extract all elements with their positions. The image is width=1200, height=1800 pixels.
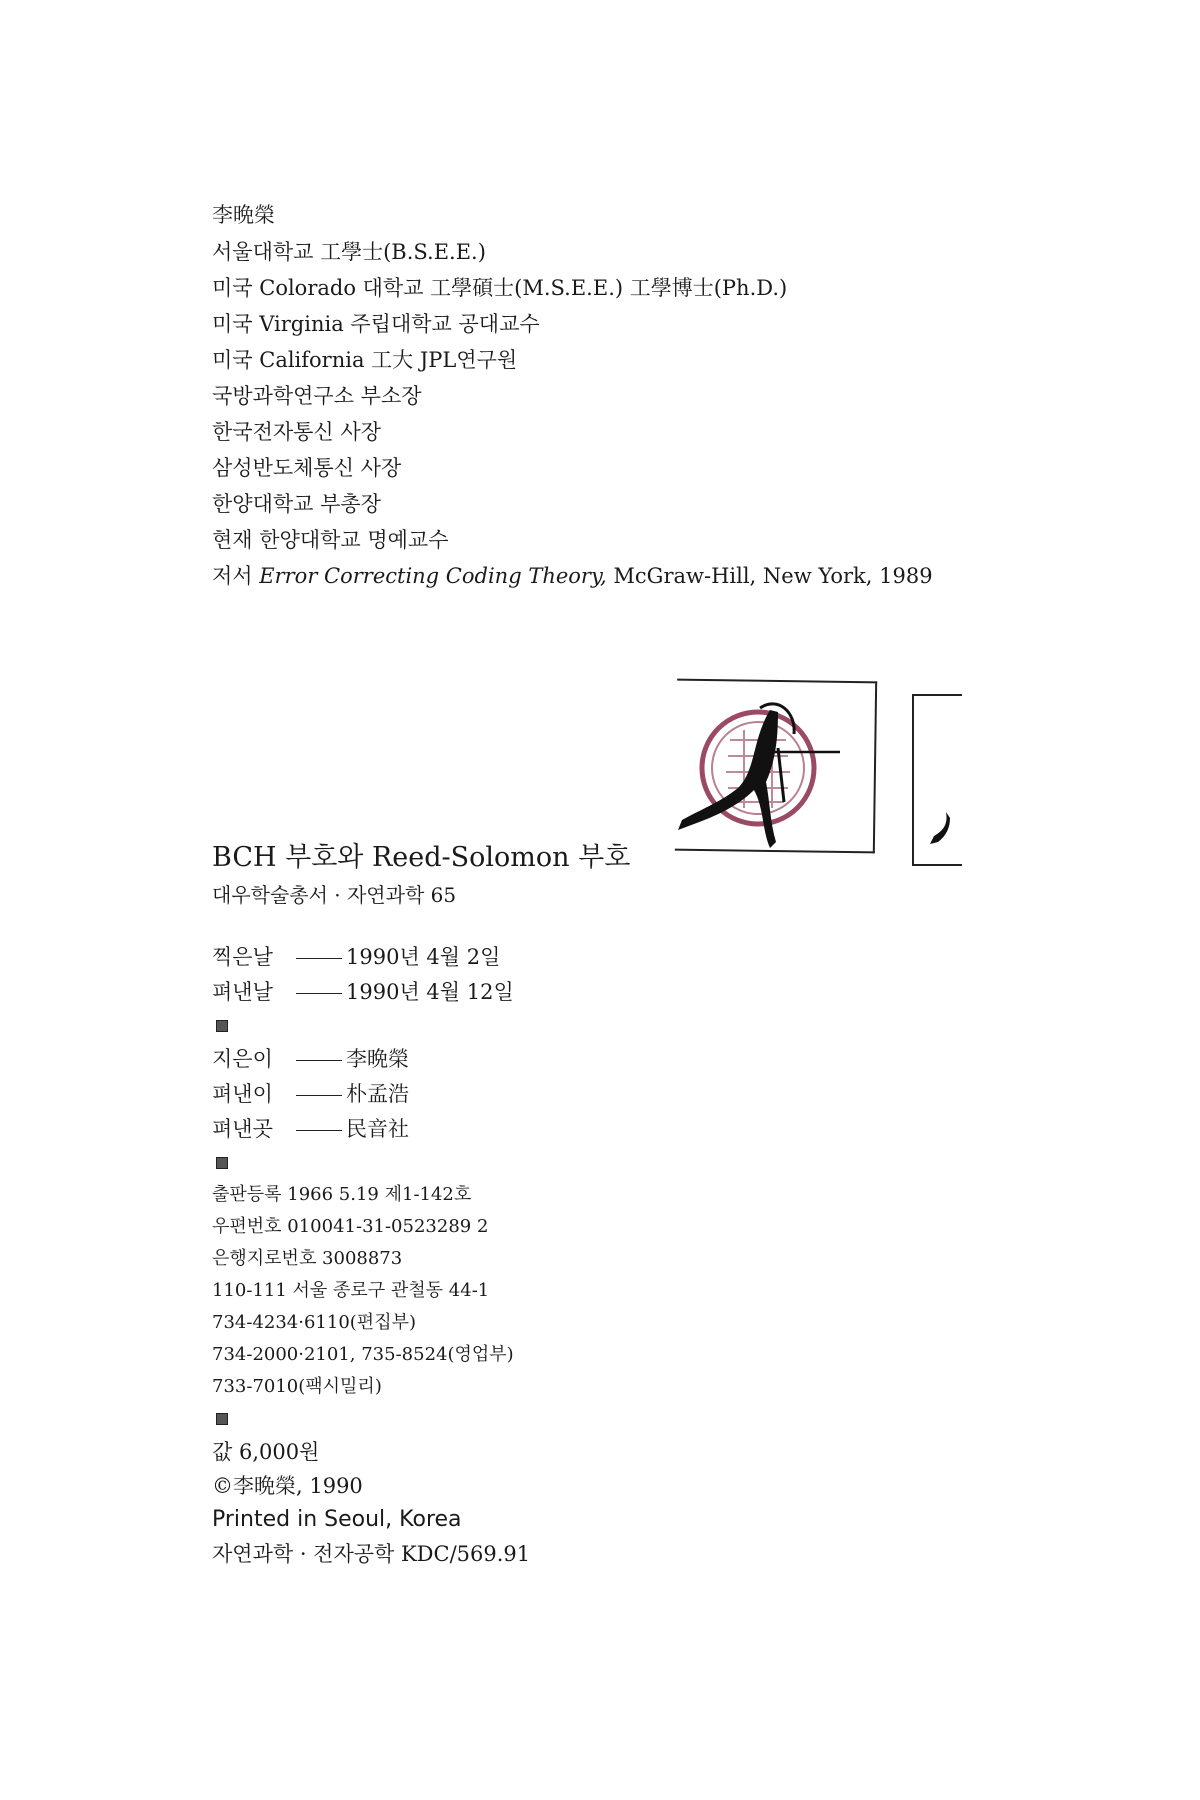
- printed-in: Printed in Seoul, Korea: [212, 1507, 462, 1532]
- author-row: [212, 1042, 912, 1077]
- partial-seal-icon: [928, 810, 952, 850]
- classification: 자연과학 · 전자공학 KDC/569.91: [212, 1542, 531, 1566]
- author-value: 李晩榮: [346, 1047, 409, 1071]
- copyright: ©李晩榮, 1990: [212, 1474, 363, 1498]
- bio-line: 한국전자통신 사장: [212, 420, 381, 444]
- bio-line: 미국 Virginia 주립대학교 공대교수: [212, 312, 540, 336]
- bio-line: 서울대학교 工學士(B.S.E.E.): [212, 240, 486, 264]
- registration: 출판등록 1966 5.19 제1-142호: [212, 1184, 472, 1205]
- dash-line: [296, 958, 342, 959]
- published-date-row: [212, 975, 912, 1010]
- bio-line: 국방과학연구소 부소장: [212, 384, 422, 408]
- giro-number: 은행지로번호 3008873: [212, 1248, 403, 1269]
- square-bullet-icon: [216, 1413, 228, 1425]
- works-label: 저서: [212, 564, 253, 588]
- author-label: 지은이: [212, 1047, 273, 1071]
- phone-sales: 734-2000·2101, 735-8524(영업부): [212, 1344, 514, 1365]
- bio-line: 현재 한양대학교 명예교수: [212, 528, 449, 552]
- series-name: 대우학술총서 · 자연과학 65: [212, 883, 457, 907]
- printed-date-label: 찍은날: [212, 945, 273, 969]
- postal-account: 우편번호 010041-31-0523289 2: [212, 1216, 489, 1237]
- bio-line: 미국 California 工大 JPL연구원: [212, 348, 518, 372]
- printed-date-value: 1990년 4월 2일: [346, 945, 501, 969]
- square-bullet-icon: [216, 1157, 228, 1169]
- price: 값 6,000원: [212, 1440, 320, 1464]
- fax-number: 733-7010(팩시밀리): [212, 1376, 382, 1397]
- address: 110-111 서울 종로구 관철동 44-1: [212, 1280, 490, 1301]
- publisher-house-row: [212, 1112, 912, 1147]
- publisher-person-label: 펴낸이: [212, 1082, 273, 1106]
- dash-line: [296, 1060, 342, 1061]
- publisher-person-row: [212, 1077, 912, 1112]
- published-date-value: 1990년 4월 12일: [346, 980, 514, 1004]
- dash-line: [296, 993, 342, 994]
- book-title: BCH 부호와 Reed-Solomon 부호: [212, 842, 631, 873]
- publisher-house-value: 民音社: [346, 1117, 409, 1141]
- printed-date-row: [212, 940, 912, 975]
- phone-editorial: 734-4234·6110(편집부): [212, 1312, 416, 1333]
- works-publisher: McGraw-Hill, New York, 1989: [613, 564, 933, 588]
- dash-line: [296, 1095, 342, 1096]
- author-name: 李晩榮: [212, 203, 275, 227]
- published-date-label: 펴낸날: [212, 980, 273, 1004]
- bio-line: 한양대학교 부총장: [212, 492, 381, 516]
- colophon: [212, 838, 912, 1571]
- dash-line: [296, 1130, 342, 1131]
- publisher-person-value: 朴孟浩: [346, 1082, 409, 1106]
- bio-works: [212, 558, 1032, 594]
- seal-stamp-icon: [660, 690, 860, 860]
- author-bio: [212, 200, 1032, 594]
- square-bullet-icon: [216, 1020, 228, 1032]
- dates-block: [212, 940, 912, 1010]
- bio-line: 삼성반도체통신 사장: [212, 456, 402, 480]
- bio-line: 미국 Colorado 대학교 工學碩士(M.S.E.E.) 工學博士(Ph.D.): [212, 276, 788, 300]
- works-title: Error Correcting Coding Theory,: [259, 564, 607, 588]
- publisher-house-label: 펴낸곳: [212, 1117, 273, 1141]
